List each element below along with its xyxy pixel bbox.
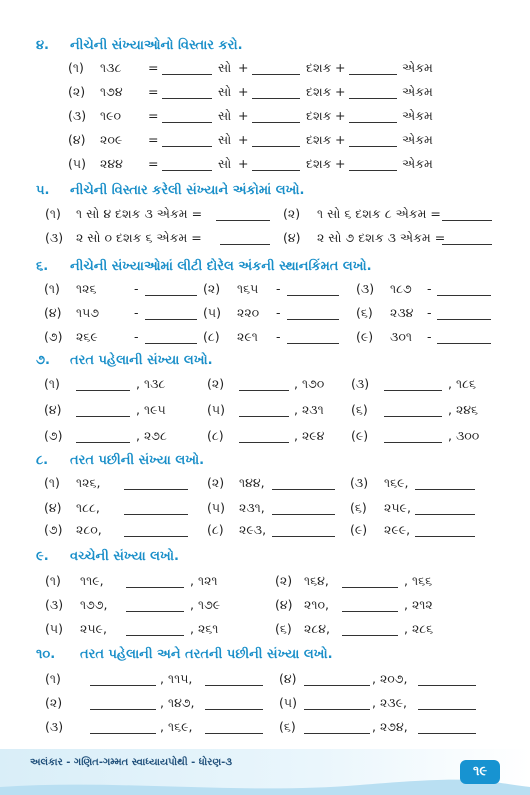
section-number: ૬. — [36, 259, 49, 274]
exercise-row — [0, 500, 530, 520]
section-10-heading — [0, 647, 530, 667]
item-number: ૨૯૯, — [384, 522, 411, 537]
item-number: ૨૪૪ — [100, 156, 123, 171]
item-label: (૭) — [44, 329, 63, 344]
answer-blank[interactable] — [252, 86, 300, 99]
item-label: (૫) — [68, 156, 86, 171]
item-number: , ૧૮૬ — [448, 376, 476, 391]
item-label: (૨) — [275, 573, 293, 588]
exercise-row — [0, 719, 530, 739]
item-text: ૧ સો ૬ દશક ૮ એકમ = — [317, 206, 441, 221]
item-label: (૨) — [207, 475, 225, 490]
item-number: ૩૦૧ — [390, 329, 412, 344]
section-title: નીચેની વિસ્તાર કરેલી સંખ્યાને અંકોમાં લખો. — [70, 183, 305, 198]
answer-blank[interactable] — [239, 378, 289, 391]
unit-label: સો — [218, 108, 232, 123]
answer-blank[interactable] — [76, 430, 130, 443]
section-title: તરત પછીની સંખ્યા લખો. — [70, 453, 205, 468]
answer-blank[interactable] — [124, 524, 188, 537]
section-9-heading — [0, 549, 530, 569]
item-label: (૨) — [207, 376, 225, 391]
dash: - — [427, 329, 432, 344]
answer-blank[interactable] — [252, 62, 300, 75]
answer-blank[interactable] — [349, 158, 397, 171]
unit-label: દશક — [306, 108, 332, 123]
unit-label: એકમ — [402, 132, 433, 147]
item-number: , ૨૦૭, — [372, 671, 408, 686]
answer-blank[interactable] — [145, 307, 197, 320]
item-number: , ૧૬૬ — [404, 573, 433, 588]
answer-blank[interactable] — [126, 575, 184, 588]
section-number: ૯. — [36, 549, 49, 564]
item-number: ૨૦૯ — [100, 132, 123, 147]
unit-label: એકમ — [402, 108, 433, 123]
item-number: ૨૬૯ — [76, 329, 98, 344]
equals-sign: = — [148, 156, 159, 171]
answer-blank[interactable] — [126, 623, 184, 636]
item-label: (૩) — [350, 475, 369, 490]
item-label: (૩) — [351, 376, 370, 391]
exercise-row — [0, 428, 530, 448]
item-label: (૪) — [44, 500, 62, 515]
exercise-row — [0, 132, 530, 152]
answer-blank[interactable] — [342, 599, 398, 612]
item-label: (૪) — [279, 671, 297, 686]
answer-blank[interactable] — [216, 208, 270, 221]
unit-label: દશક — [306, 84, 332, 99]
answer-blank[interactable] — [287, 331, 339, 344]
exercise-row — [0, 84, 530, 104]
item-number: ૧૮૭ — [390, 281, 412, 296]
item-label: (૨) — [203, 281, 221, 296]
item-label: (૨) — [283, 206, 301, 221]
answer-blank[interactable] — [349, 110, 397, 123]
item-label: (૩) — [45, 230, 64, 245]
unit-label: સો — [218, 84, 232, 99]
exercise-row — [0, 376, 530, 396]
item-number: , ૨૮૬ — [404, 621, 434, 636]
item-label: (૫) — [45, 621, 63, 636]
answer-blank[interactable] — [205, 673, 263, 686]
answer-blank[interactable] — [76, 378, 130, 391]
footer-book-title: અલંકાર - ગણિત-ગમ્મત સ્વાધ્યાયપોથી - ધોરણ-૩ — [30, 757, 232, 768]
item-label: (૯) — [351, 428, 369, 443]
item-number: ૨૧૦, — [304, 597, 329, 612]
footer-wave-decoration — [0, 779, 530, 795]
unit-label: સો — [218, 132, 232, 147]
item-number: ૨૯૩, — [239, 522, 267, 537]
answer-blank[interactable] — [162, 134, 212, 147]
item-number: ૧૪૪, — [239, 475, 265, 490]
item-label: (૪) — [275, 597, 293, 612]
item-number: ૨૮૦, — [76, 522, 102, 537]
answer-blank[interactable] — [384, 430, 442, 443]
exercise-row — [0, 402, 530, 422]
answer-blank[interactable] — [349, 86, 397, 99]
section-5-heading — [0, 183, 530, 203]
exercise-row — [0, 475, 530, 495]
item-number: , ૧૭૯ — [190, 597, 221, 612]
item-number: ૧૬૫ — [237, 281, 259, 296]
item-number: , ૧૩૮ — [136, 376, 166, 391]
answer-blank[interactable] — [437, 283, 491, 296]
section-7-heading — [0, 353, 530, 373]
item-label: (૯) — [356, 329, 374, 344]
plus-sign: + — [335, 108, 346, 123]
answer-blank[interactable] — [252, 110, 300, 123]
item-label: (૧) — [44, 281, 60, 296]
item-label: (૫) — [207, 500, 225, 515]
item-number: , ૧૭૦ — [294, 376, 325, 391]
item-number: ૧૭૪ — [100, 84, 123, 99]
item-label: (૧) — [44, 376, 60, 391]
item-label: (૧) — [45, 573, 61, 588]
answer-blank[interactable] — [162, 158, 212, 171]
item-number: ૧૬૪, — [304, 573, 329, 588]
item-label: (૨) — [68, 84, 86, 99]
answer-blank[interactable] — [287, 283, 339, 296]
item-label: (૨) — [45, 695, 63, 710]
item-label: (૯) — [350, 522, 368, 537]
item-number: ૨૩૪ — [390, 305, 414, 320]
item-number: ૨૫૯, — [80, 621, 107, 636]
section-title: તરત પહેલાની અને તરતની પછીની સંખ્યા લખો. — [80, 647, 333, 662]
plus-sign: + — [335, 84, 346, 99]
item-number: ૧૬૯, — [384, 475, 409, 490]
answer-blank[interactable] — [205, 697, 263, 710]
plus-sign: + — [238, 156, 249, 171]
item-label: (૪) — [44, 402, 62, 417]
equals-sign: = — [148, 60, 159, 75]
answer-blank[interactable] — [342, 623, 398, 636]
answer-blank[interactable] — [304, 697, 370, 710]
exercise-row — [0, 108, 530, 128]
answer-blank[interactable] — [304, 721, 370, 734]
answer-blank[interactable] — [442, 208, 492, 221]
answer-blank[interactable] — [162, 62, 212, 75]
answer-blank[interactable] — [437, 331, 491, 344]
section-title: નીચેની સંખ્યાઓનો વિસ્તાર કરો. — [70, 38, 243, 53]
item-label: (૧) — [68, 60, 84, 75]
section-8-heading — [0, 453, 530, 473]
item-number: ૧૮૮, — [76, 500, 100, 515]
equals-sign: = — [148, 132, 159, 147]
exercise-row — [0, 573, 530, 593]
answer-blank[interactable] — [90, 673, 156, 686]
answer-blank[interactable] — [145, 331, 197, 344]
answer-blank[interactable] — [415, 477, 475, 490]
item-number: , ૧૬૯, — [160, 719, 193, 734]
item-number: ૧૩૮ — [100, 60, 122, 75]
answer-blank[interactable] — [205, 721, 263, 734]
section-number: ૭. — [36, 353, 50, 368]
item-number: , ૧૪૭, — [160, 695, 195, 710]
item-number: , ૨૭૮ — [136, 428, 167, 443]
answer-blank[interactable] — [415, 502, 475, 515]
item-label: (૧) — [45, 206, 61, 221]
plus-sign: + — [238, 60, 249, 75]
item-label: (૬) — [350, 500, 367, 515]
item-label: (૫) — [207, 402, 225, 417]
unit-label: એકમ — [402, 60, 433, 75]
item-label: (૪) — [283, 230, 301, 245]
answer-blank[interactable] — [272, 524, 335, 537]
answer-blank[interactable] — [418, 673, 476, 686]
unit-label: એકમ — [402, 156, 433, 171]
unit-label: દશક — [306, 156, 332, 171]
plus-sign: + — [335, 156, 346, 171]
answer-blank[interactable] — [342, 575, 398, 588]
exercise-row — [0, 230, 530, 250]
exercise-row — [0, 305, 530, 325]
exercise-row — [0, 206, 530, 226]
exercise-row — [0, 329, 530, 349]
unit-label: સો — [218, 60, 232, 75]
item-number: , ૨૩૧ — [294, 402, 324, 417]
page-number-badge: ૧૯ — [460, 760, 500, 784]
answer-blank[interactable] — [252, 158, 300, 171]
answer-blank[interactable] — [384, 404, 442, 417]
item-number: ૧૭૭, — [80, 597, 108, 612]
answer-blank[interactable] — [76, 404, 130, 417]
item-number: , ૧૧૫, — [160, 671, 193, 686]
item-label: (૩) — [356, 281, 375, 296]
item-label: (૪) — [44, 305, 62, 320]
item-number: ૧૨૬ — [76, 281, 97, 296]
exercise-row — [0, 671, 530, 691]
answer-blank[interactable] — [437, 307, 491, 320]
item-number: , ૧૯૫ — [136, 402, 166, 417]
section-title: નીચેની સંખ્યાઓમાં લીટી દોરેલ અંકની સ્થાનકિંમત લખો. — [70, 259, 372, 274]
exercise-row — [0, 597, 530, 617]
item-number: ૧૨૬, — [76, 475, 101, 490]
answer-blank[interactable] — [384, 378, 442, 391]
answer-blank[interactable] — [90, 697, 156, 710]
section-title: વચ્ચેની સંખ્યા લખો. — [70, 549, 179, 564]
exercise-row — [0, 522, 530, 542]
item-label: (૮) — [207, 428, 224, 443]
item-label: (૭) — [44, 522, 63, 537]
unit-label: દશક — [306, 60, 332, 75]
unit-label: એકમ — [402, 84, 433, 99]
exercise-row — [0, 281, 530, 301]
plus-sign: + — [335, 60, 346, 75]
unit-label: સો — [218, 156, 232, 171]
answer-blank[interactable] — [349, 134, 397, 147]
plus-sign: + — [238, 84, 249, 99]
item-label: (૬) — [351, 402, 368, 417]
item-number: ૨૫૯, — [384, 500, 411, 515]
item-number: , ૨૯૪ — [294, 428, 325, 443]
item-label: (૮) — [207, 522, 224, 537]
item-number: ૧૧૯, — [80, 573, 104, 588]
item-number: , ૨૧૨ — [404, 597, 433, 612]
item-label: (૩) — [45, 719, 64, 734]
answer-blank[interactable] — [304, 673, 370, 686]
answer-blank[interactable] — [349, 62, 397, 75]
item-label: (૫) — [203, 305, 221, 320]
item-number: ૨૨૦ — [237, 305, 260, 320]
plus-sign: + — [238, 132, 249, 147]
plus-sign: + — [335, 132, 346, 147]
item-label: (૪) — [68, 132, 86, 147]
plus-sign: + — [238, 108, 249, 123]
section-title: તરત પહેલાની સંખ્યા લખો. — [70, 353, 213, 368]
answer-blank[interactable] — [252, 134, 300, 147]
item-number: , ૨૭૪, — [372, 719, 408, 734]
item-label: (૧) — [45, 671, 61, 686]
item-label: (૫) — [279, 695, 297, 710]
exercise-row — [0, 60, 530, 80]
dash: - — [134, 329, 139, 344]
item-text: ૨ સો ૭ દશક ૩ એકમ = — [317, 230, 446, 245]
answer-blank[interactable] — [239, 430, 289, 443]
answer-blank[interactable] — [124, 502, 188, 515]
answer-blank[interactable] — [418, 697, 476, 710]
answer-blank[interactable] — [239, 404, 289, 417]
answer-blank[interactable] — [415, 524, 475, 537]
item-number: , ૨૪૬ — [448, 402, 479, 417]
section-number: ૧૦. — [36, 647, 56, 662]
section-6-heading — [0, 259, 530, 279]
page-footer — [0, 749, 530, 795]
section-4-heading — [0, 38, 530, 58]
item-number: , ૨૬૧ — [190, 621, 219, 636]
item-number: ૨૮૪, — [304, 621, 330, 636]
section-number: ૫. — [36, 183, 50, 198]
answer-blank[interactable] — [418, 721, 476, 734]
unit-label: દશક — [306, 132, 332, 147]
item-label: (૩) — [68, 108, 87, 123]
answer-blank[interactable] — [272, 477, 335, 490]
dash: - — [134, 305, 139, 320]
answer-blank[interactable] — [145, 283, 197, 296]
section-number: ૮. — [36, 453, 49, 468]
item-text: ૨ સો ૦ દશક ૬ એકમ = — [76, 230, 202, 245]
answer-blank[interactable] — [162, 86, 212, 99]
exercise-row — [0, 621, 530, 641]
answer-blank[interactable] — [442, 232, 492, 245]
item-label: (૮) — [203, 329, 220, 344]
answer-blank[interactable] — [126, 599, 184, 612]
dash: - — [276, 305, 281, 320]
item-label: (૧) — [44, 475, 60, 490]
equals-sign: = — [148, 108, 159, 123]
item-text: ૧ સો ૪ દશક ૩ એકમ = — [76, 206, 203, 221]
dash: - — [134, 281, 139, 296]
answer-blank[interactable] — [90, 721, 156, 734]
dash: - — [276, 329, 281, 344]
item-number: ૧૫૭ — [76, 305, 100, 320]
exercise-row — [0, 156, 530, 176]
answer-blank[interactable] — [162, 110, 212, 123]
answer-blank[interactable] — [287, 307, 339, 320]
item-label: (૩) — [45, 597, 64, 612]
answer-blank[interactable] — [272, 502, 335, 515]
item-number: , ૨૩૯, — [372, 695, 407, 710]
dash: - — [276, 281, 281, 296]
section-number: ૪. — [36, 38, 49, 53]
item-label: (૬) — [275, 621, 292, 636]
item-number: ૧૯૦ — [100, 108, 122, 123]
item-number: , ૧૨૧ — [190, 573, 218, 588]
dash: - — [427, 281, 432, 296]
item-label: (૬) — [279, 719, 296, 734]
item-number: ૨૯૧ — [237, 329, 258, 344]
item-label: (૭) — [44, 428, 63, 443]
exercise-row — [0, 695, 530, 715]
dash: - — [427, 305, 432, 320]
item-number: ૨૩૧, — [239, 500, 265, 515]
equals-sign: = — [148, 84, 159, 99]
item-number: , ૩૦૦ — [448, 428, 480, 443]
item-label: (૬) — [356, 305, 373, 320]
answer-blank[interactable] — [124, 477, 188, 490]
answer-blank[interactable] — [220, 232, 270, 245]
